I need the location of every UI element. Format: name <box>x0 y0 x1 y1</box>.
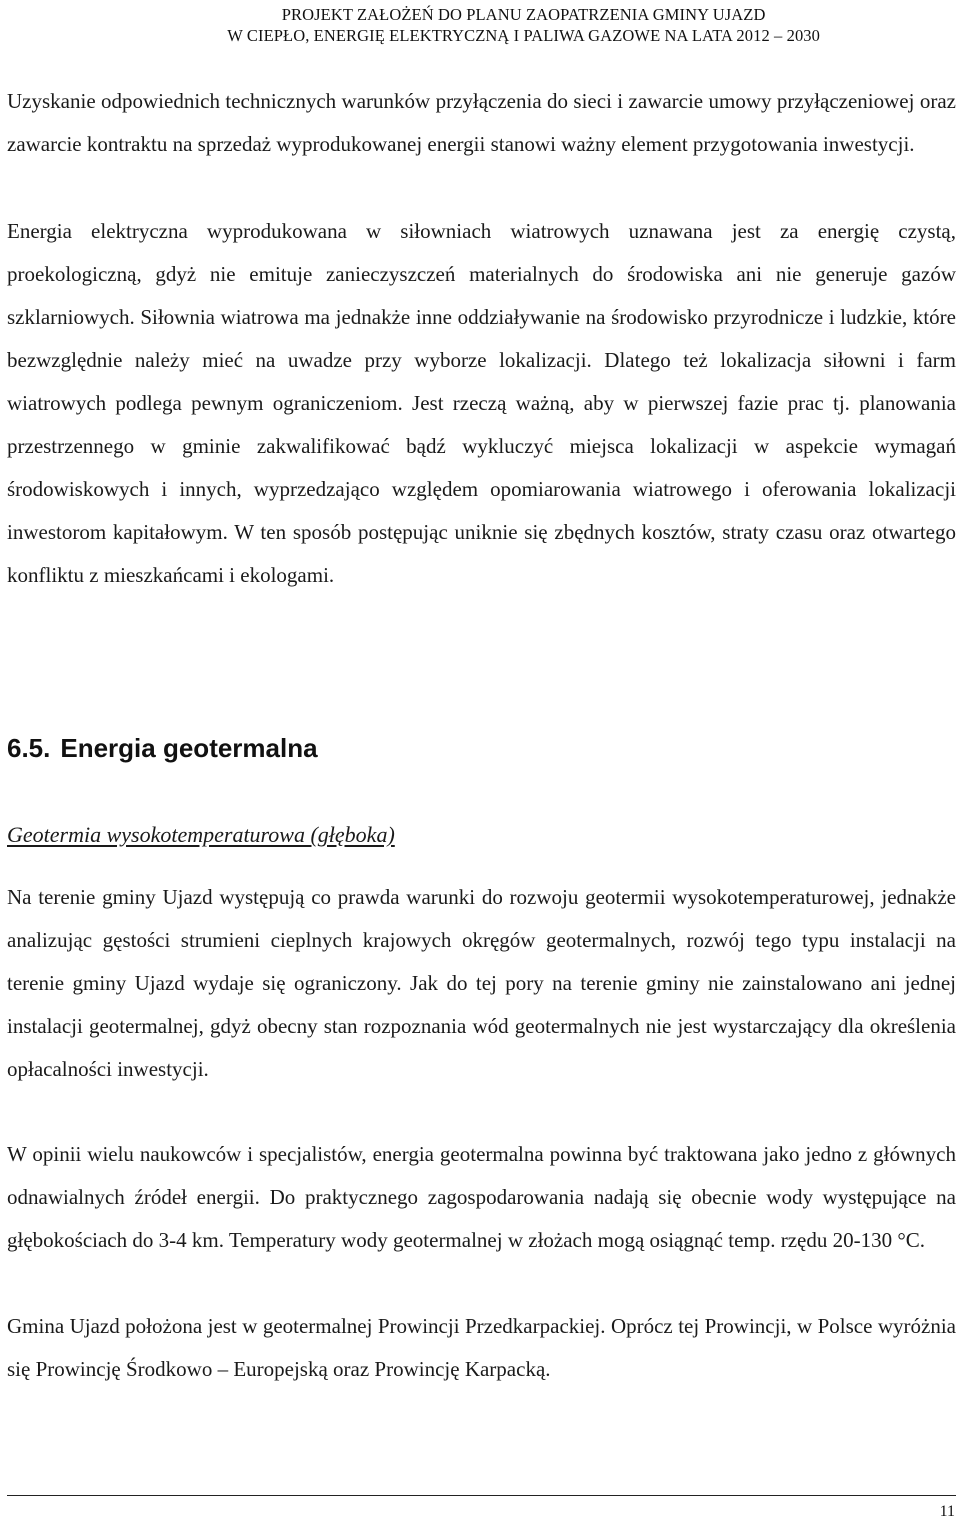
paragraph-block-5 <box>7 1305 956 1391</box>
paragraph-block-1 <box>7 80 956 166</box>
footer-divider <box>7 1495 956 1496</box>
section-title: Energia geotermalna <box>60 733 318 763</box>
paragraph-geothermal-conditions: Na terenie gminy Ujazd występują co prawda warunki do rozwoju geotermii wysokotemperaturowej, jednakże analizując gęstości strumieni cieplnych krajowych okręgów geotermalnych, rozwój tego typu instalacji na terenie gminy Ujazd wydaje się ograniczony. Jak do tej pory na terenie gminy nie zainstalowano ani jednej instalacji geotermalnej, gdyż obecny stan rozpoznania wód geotermalnych nie jest wystarczający dla określenia opłacalności inwestycji. <box>7 885 956 1081</box>
paragraph-block-4 <box>7 1133 956 1262</box>
paragraph-block-3 <box>7 876 956 1091</box>
section-heading <box>7 730 318 766</box>
paragraph-geothermal-provinces: Gmina Ujazd położona jest w geotermalnej Prowincji Przedkarpackiej. Oprócz tej Prowincji, w Polsce wyróżnia się Prowincję Środkowo – Europejską oraz Prowincję Karpacką. <box>7 1314 956 1381</box>
paragraph-block-2 <box>7 210 956 597</box>
page-number: 11 <box>939 1503 955 1520</box>
header-line-2: W CIEPŁO, ENERGIĘ ELEKTRYCZNĄ I PALIWA GAZOWE NA LATA 2012 – 2030 <box>227 26 820 45</box>
paragraph-connection-conditions: Uzyskanie odpowiednich technicznych warunków przyłączenia do sieci i zawarcie umowy przyłączeniowej oraz zawarcie kontraktu na sprzedaż wyprodukowanej energii stanowi ważny element przygotowania inwestycji. <box>7 89 956 156</box>
subsection-heading: Geotermia wysokotemperaturowa (głęboka) <box>7 822 395 847</box>
paragraph-geothermal-opinion: W opinii wielu naukowców i specjalistów, energia geotermalna powinna być traktowana jako jedno z głównych odnawialnych źródeł energii. Do praktycznego zagospodarowania nadają się obecnie wody występujące na głębokościach do 3-4 km. Temperatury wody geotermalnej w złożach mogą osiągnąć temp. rzędu 20-130 °C. <box>7 1142 956 1252</box>
header-line-1: PROJEKT ZAŁOŻEŃ DO PLANU ZAOPATRZENIA GMINY UJAZD <box>281 5 766 24</box>
running-header <box>227 4 820 46</box>
section-number: 6.5. <box>7 733 51 763</box>
paragraph-wind-energy: Energia elektryczna wyprodukowana w siłowniach wiatrowych uznawana jest za energię czystą, proekologiczną, gdyż nie emituje zanieczyszczeń materialnych do środowiska ani nie generuje gazów szklarniowych. Siłownia wiatrowa ma jednakże inne oddziaływanie na środowisko przyrodnicze i ludzkie, które bezwzględnie należy mieć na uwadze przy wyborze lokalizacji. Dlatego też lokalizacja siłowni i farm wiatrowych podlega pewnym ograniczeniom. Jest rzeczą ważną, aby w pierwszej fazie prac tj. planowania przestrzennego w gminie zakwalifikować bądź wykluczyć miejsca lokalizacji w aspekcie wymagań środowiskowych i innych, wyprzedzająco względem opomiarowania wiatrowego i oferowania lokalizacji inwestorom kapitałowym. W ten sposób postępując uniknie się zbędnych kosztów, straty czasu oraz otwartego konfliktu z mieszkańcami i ekologami. <box>7 219 956 587</box>
